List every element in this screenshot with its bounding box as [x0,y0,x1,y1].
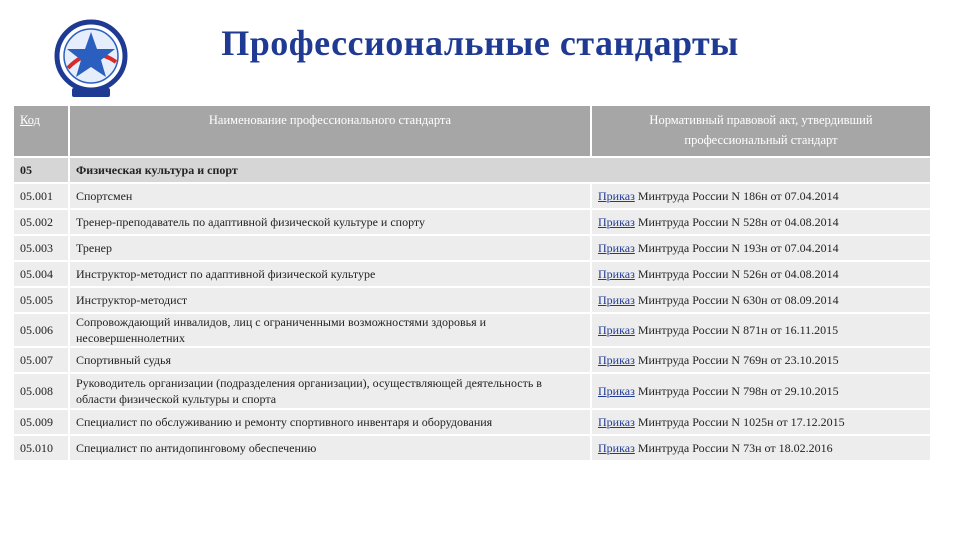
row-name: Тренер [70,236,592,260]
row-name: Инструктор-методист [70,288,592,312]
row-name: Сопровождающий инвалидов, лиц с ограниченными возможностями здоровья и несовершеннолетних [70,314,592,346]
row-act [592,210,930,234]
table-row [14,184,930,208]
row-name: Специалист по антидопинговому обеспечению [70,436,592,460]
order-details: Минтруда России N 73н от 18.02.2016 [637,441,833,455]
table-row [14,288,930,312]
row-code: 05.005 [14,288,70,312]
row-act [592,236,930,260]
order-details: Минтруда России N 193н от 07.04.2014 [637,241,839,255]
row-act [592,436,930,460]
standards-table [14,104,930,462]
header-act: Нормативный правовой акт, утвердивший профессиональный стандарт [592,106,930,156]
order-link[interactable]: Приказ [598,189,635,203]
group-code: 05 [14,158,70,182]
table-row [14,262,930,286]
row-code: 05.010 [14,436,70,460]
order-details: Минтруда России N 630н от 08.09.2014 [637,293,839,307]
row-name: Спортивный судья [70,348,592,372]
order-link[interactable]: Приказ [598,293,635,307]
row-code: 05.009 [14,410,70,434]
table-header-row [14,106,930,156]
row-code: 05.007 [14,348,70,372]
header-name: Наименование профессионального стандарта [70,106,592,156]
row-act [592,184,930,208]
row-act [592,314,930,346]
table-row [14,236,930,260]
row-name: Инструктор-методист по адаптивной физической культуре [70,262,592,286]
order-details: Минтруда России N 871н от 16.11.2015 [637,323,839,337]
group-name: Физическая культура и спорт [70,158,930,182]
order-details: Минтруда России N 528н от 04.08.2014 [637,215,839,229]
row-code: 05.008 [14,374,70,408]
group-row [14,158,930,182]
order-details: Минтруда России N 526н от 04.08.2014 [637,267,839,281]
row-act [592,410,930,434]
table-row [14,410,930,434]
table-row [14,314,930,346]
row-code: 05.003 [14,236,70,260]
row-name: Спортсмен [70,184,592,208]
table-row [14,210,930,234]
table-row [14,374,930,408]
row-name: Специалист по обслуживанию и ремонту спортивного инвентаря и оборудования [70,410,592,434]
row-act [592,348,930,372]
header-code[interactable]: Код [14,106,70,156]
row-act [592,288,930,312]
order-link[interactable]: Приказ [598,241,635,255]
order-link[interactable]: Приказ [598,441,635,455]
order-link[interactable]: Приказ [598,323,635,337]
order-details: Минтруда России N 1025н от 17.12.2015 [637,415,845,429]
row-code: 05.006 [14,314,70,346]
row-act [592,374,930,408]
order-details: Минтруда России N 798н от 29.10.2015 [637,384,839,398]
row-code: 05.001 [14,184,70,208]
order-details: Минтруда России N 186н от 07.04.2014 [637,189,839,203]
order-details: Минтруда России N 769н от 23.10.2015 [637,353,839,367]
order-link[interactable]: Приказ [598,267,635,281]
order-link[interactable]: Приказ [598,384,635,398]
row-code: 05.004 [14,262,70,286]
row-code: 05.002 [14,210,70,234]
order-link[interactable]: Приказ [598,215,635,229]
page-title: Профессиональные стандарты [221,23,739,63]
row-name: Руководитель организации (подразделения организации), осуществляющей деятельность в области физической культуры и спорта [70,374,592,408]
order-link[interactable]: Приказ [598,353,635,367]
row-act [592,262,930,286]
row-name: Тренер-преподаватель по адаптивной физической культуре и спорту [70,210,592,234]
table-row [14,348,930,372]
order-link[interactable]: Приказ [598,415,635,429]
table-row [14,436,930,460]
